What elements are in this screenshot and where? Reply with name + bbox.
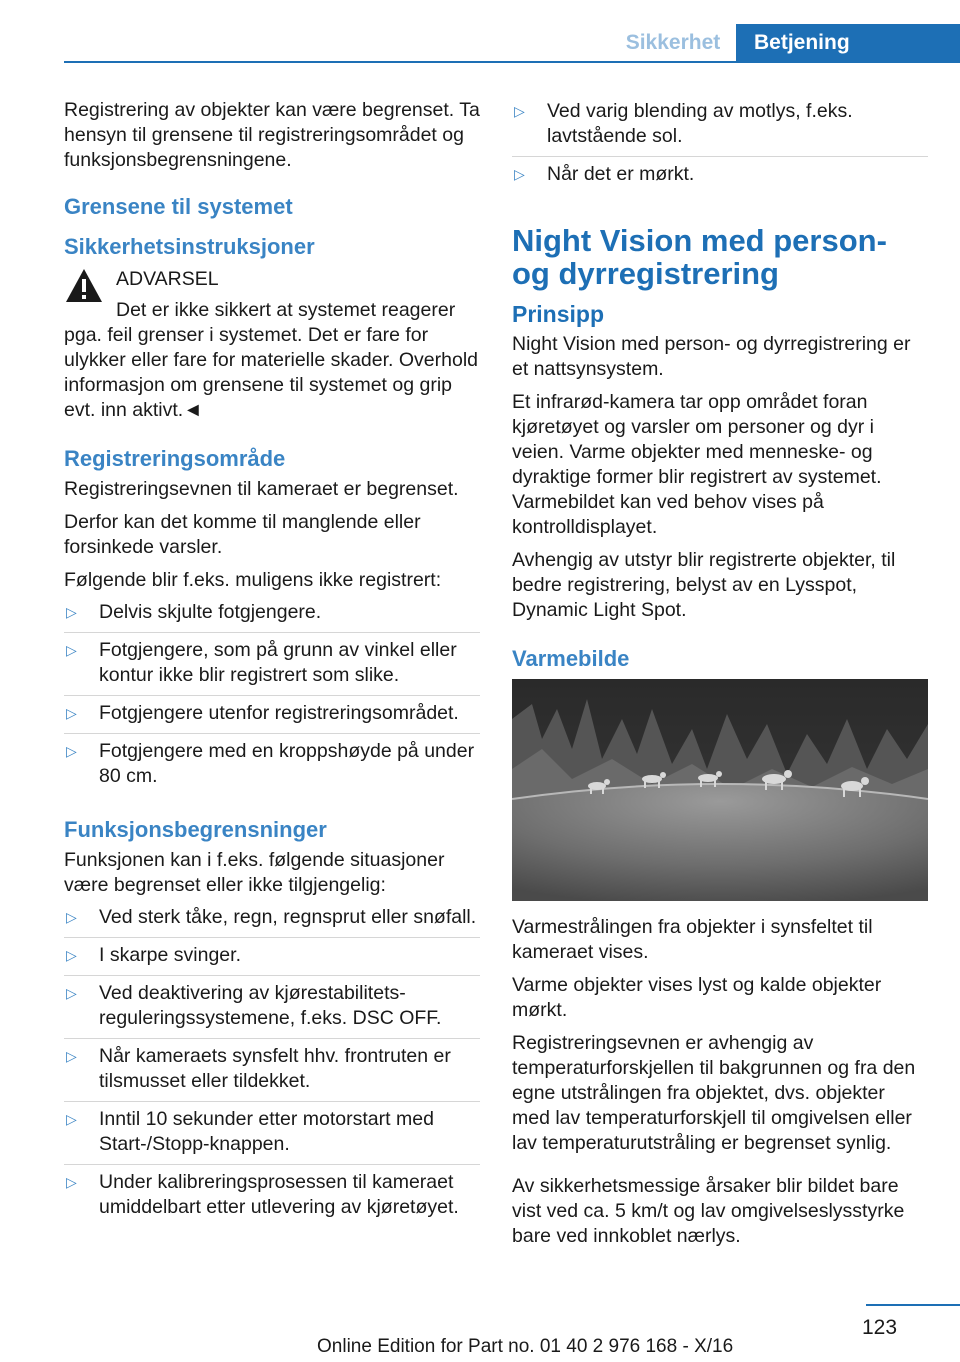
- heading-thermal-image: Varmebilde: [512, 646, 630, 671]
- list-item: ▷ Under kalibreringsprosessen til kameraet umiddelbart etter utlevering av kjøretøyet.: [66, 1171, 459, 1218]
- thermal-paragraph-2: Varme objekter vises lyst og kalde objekter mørkt.: [512, 974, 882, 1021]
- triangle-bullet-icon: ▷: [66, 743, 77, 759]
- heading-detection-area: Registreringsområde: [64, 446, 286, 471]
- detection-list: [64, 595, 480, 796]
- list-item: ▷ Når det er mørkt.: [514, 163, 695, 185]
- triangle-bullet-icon: ▷: [514, 103, 525, 119]
- principle-paragraph-3: Avhengig av utstyr blir registrerte objekter, til bedre registrering, belyst av en Lysspot, Dynamic Light Spot.: [512, 549, 896, 621]
- intro-paragraph: Registrering av objekter kan være begrenset. Ta hensyn til grensene til registreringsområdet og funksjonsbegrensningene.: [64, 99, 480, 171]
- page-header: [0, 0, 960, 64]
- triangle-bullet-icon: ▷: [66, 1048, 77, 1064]
- page-number: 123: [862, 1316, 898, 1339]
- list-item: ▷ Inntil 10 sekunder etter motorstart med Start-/Stopp-knappen.: [64, 1102, 480, 1165]
- triangle-bullet-icon: ▷: [514, 166, 525, 182]
- detection-paragraph-1: Registreringsevnen til kameraet er begrenset.: [64, 478, 459, 500]
- right-column: [512, 98, 928, 1257]
- principle-paragraph-1: Night Vision med person- og dyrregistrering er et nattsynsystem.: [512, 333, 911, 380]
- list-item: ▷ Ved varig blending av motlys, f.eks. lavtstående sol.: [512, 94, 928, 157]
- list-item: ▷ Fotgjengere, som på grunn av vinkel eller kontur ikke blir registrert som slike.: [64, 633, 480, 696]
- thermal-paragraph-1: Varmestrålingen fra objekter i synsfeltet til kameraet vises.: [512, 916, 873, 963]
- triangle-bullet-icon: ▷: [66, 1174, 77, 1190]
- triangle-bullet-icon: ▷: [66, 1111, 77, 1127]
- footer-rule: [866, 1304, 960, 1306]
- triangle-bullet-icon: ▷: [66, 642, 77, 658]
- list-item: ▷ Ved deaktivering av kjørestabilitets-reguleringssystemene, f.eks. DSC OFF.: [64, 976, 480, 1039]
- heading-principle: Prinsipp: [512, 301, 605, 327]
- list-item: ▷ Når kameraets synsfelt hhv. frontruten er tilsmusset eller tildekket.: [64, 1039, 480, 1102]
- list-item: ▷ Fotgjengere med en kroppshøyde på under 80 cm.: [66, 740, 475, 787]
- triangle-bullet-icon: ▷: [66, 604, 77, 620]
- list-item: ▷ Ved sterk tåke, regn, regnsprut eller snøfall.: [64, 900, 480, 938]
- list-item: ▷ Fotgjengere utenfor registreringsområdet.: [64, 696, 480, 734]
- list-item: ▷ Delvis skjulte fotgjengere.: [64, 595, 480, 633]
- edition-footer: Online Edition for Part no. 01 40 2 976 168 - X/16: [317, 1336, 734, 1357]
- detection-paragraph-2: Derfor kan det komme til manglende eller forsinkede varsler.: [64, 511, 421, 558]
- list-item: ▷ I skarpe svinger.: [64, 938, 480, 976]
- header-rule: [64, 61, 960, 63]
- function-paragraph: Funksjonen kan i f.eks. følgende situasjoner være begrenset eller ikke tilgjengelig:: [64, 849, 445, 896]
- warning-text: Det er ikke sikkert at systemet reagerer pga. feil grenser i systemet. Det er fare for ulykker eller fare for materielle skader. Overhold informasjon om grensene til systemet og grip evt. inn aktivt.◄: [64, 299, 479, 421]
- thermal-paragraph-3: Registreringsevnen er avhengig av temperaturforskjellen til bakgrunnen og fra den egne utstrålingen fra objektet, dvs. objekter med lav temperaturforskjell til omgivelsen eller lav temperaturutstråling er begrenset synlig.: [512, 1032, 916, 1154]
- thermal-image: [512, 679, 928, 901]
- detection-paragraph-3: Følgende blir f.eks. muligens ikke registrert:: [64, 569, 442, 591]
- warning-block: [64, 267, 480, 292]
- principle-paragraph-2: Et infrarød-kamera tar opp området foran kjøretøyet og varsler om personer og dyr i veien. Varme objekter med menneske- og dyraktige former blir registrert av systemet. Varmebildet kan ved behov vises på kontrolldisplayet.: [512, 391, 882, 538]
- heading-night-vision: Night Vision med person- og dyrregistrering: [512, 223, 887, 291]
- section-tab-betjening[interactable]: Betjening: [736, 24, 960, 63]
- triangle-bullet-icon: ▷: [66, 705, 77, 721]
- warning-triangle-icon: [64, 267, 104, 305]
- function-list-continued: [512, 94, 928, 194]
- heading-function-limits: Funksjonsbegrensninger: [64, 817, 327, 842]
- triangle-bullet-icon: ▷: [66, 985, 77, 1001]
- thermal-paragraph-4: Av sikkerhetsmessige årsaker blir bildet bare vist ved ca. 5 km/t og lav omgivelseslysstyrke bare ved innkoblet nærlys.: [512, 1175, 905, 1247]
- heading-system-limits: Grensene til systemet: [64, 194, 293, 219]
- triangle-bullet-icon: ▷: [66, 947, 77, 963]
- function-list: [64, 900, 480, 1227]
- section-tab-sikkerhet[interactable]: Sikkerhet: [625, 31, 721, 54]
- left-column: [64, 98, 480, 1227]
- triangle-bullet-icon: ▷: [66, 909, 77, 925]
- warning-title: ADVARSEL: [116, 268, 219, 290]
- heading-safety-instructions: Sikkerhetsinstruksjoner: [64, 234, 315, 259]
